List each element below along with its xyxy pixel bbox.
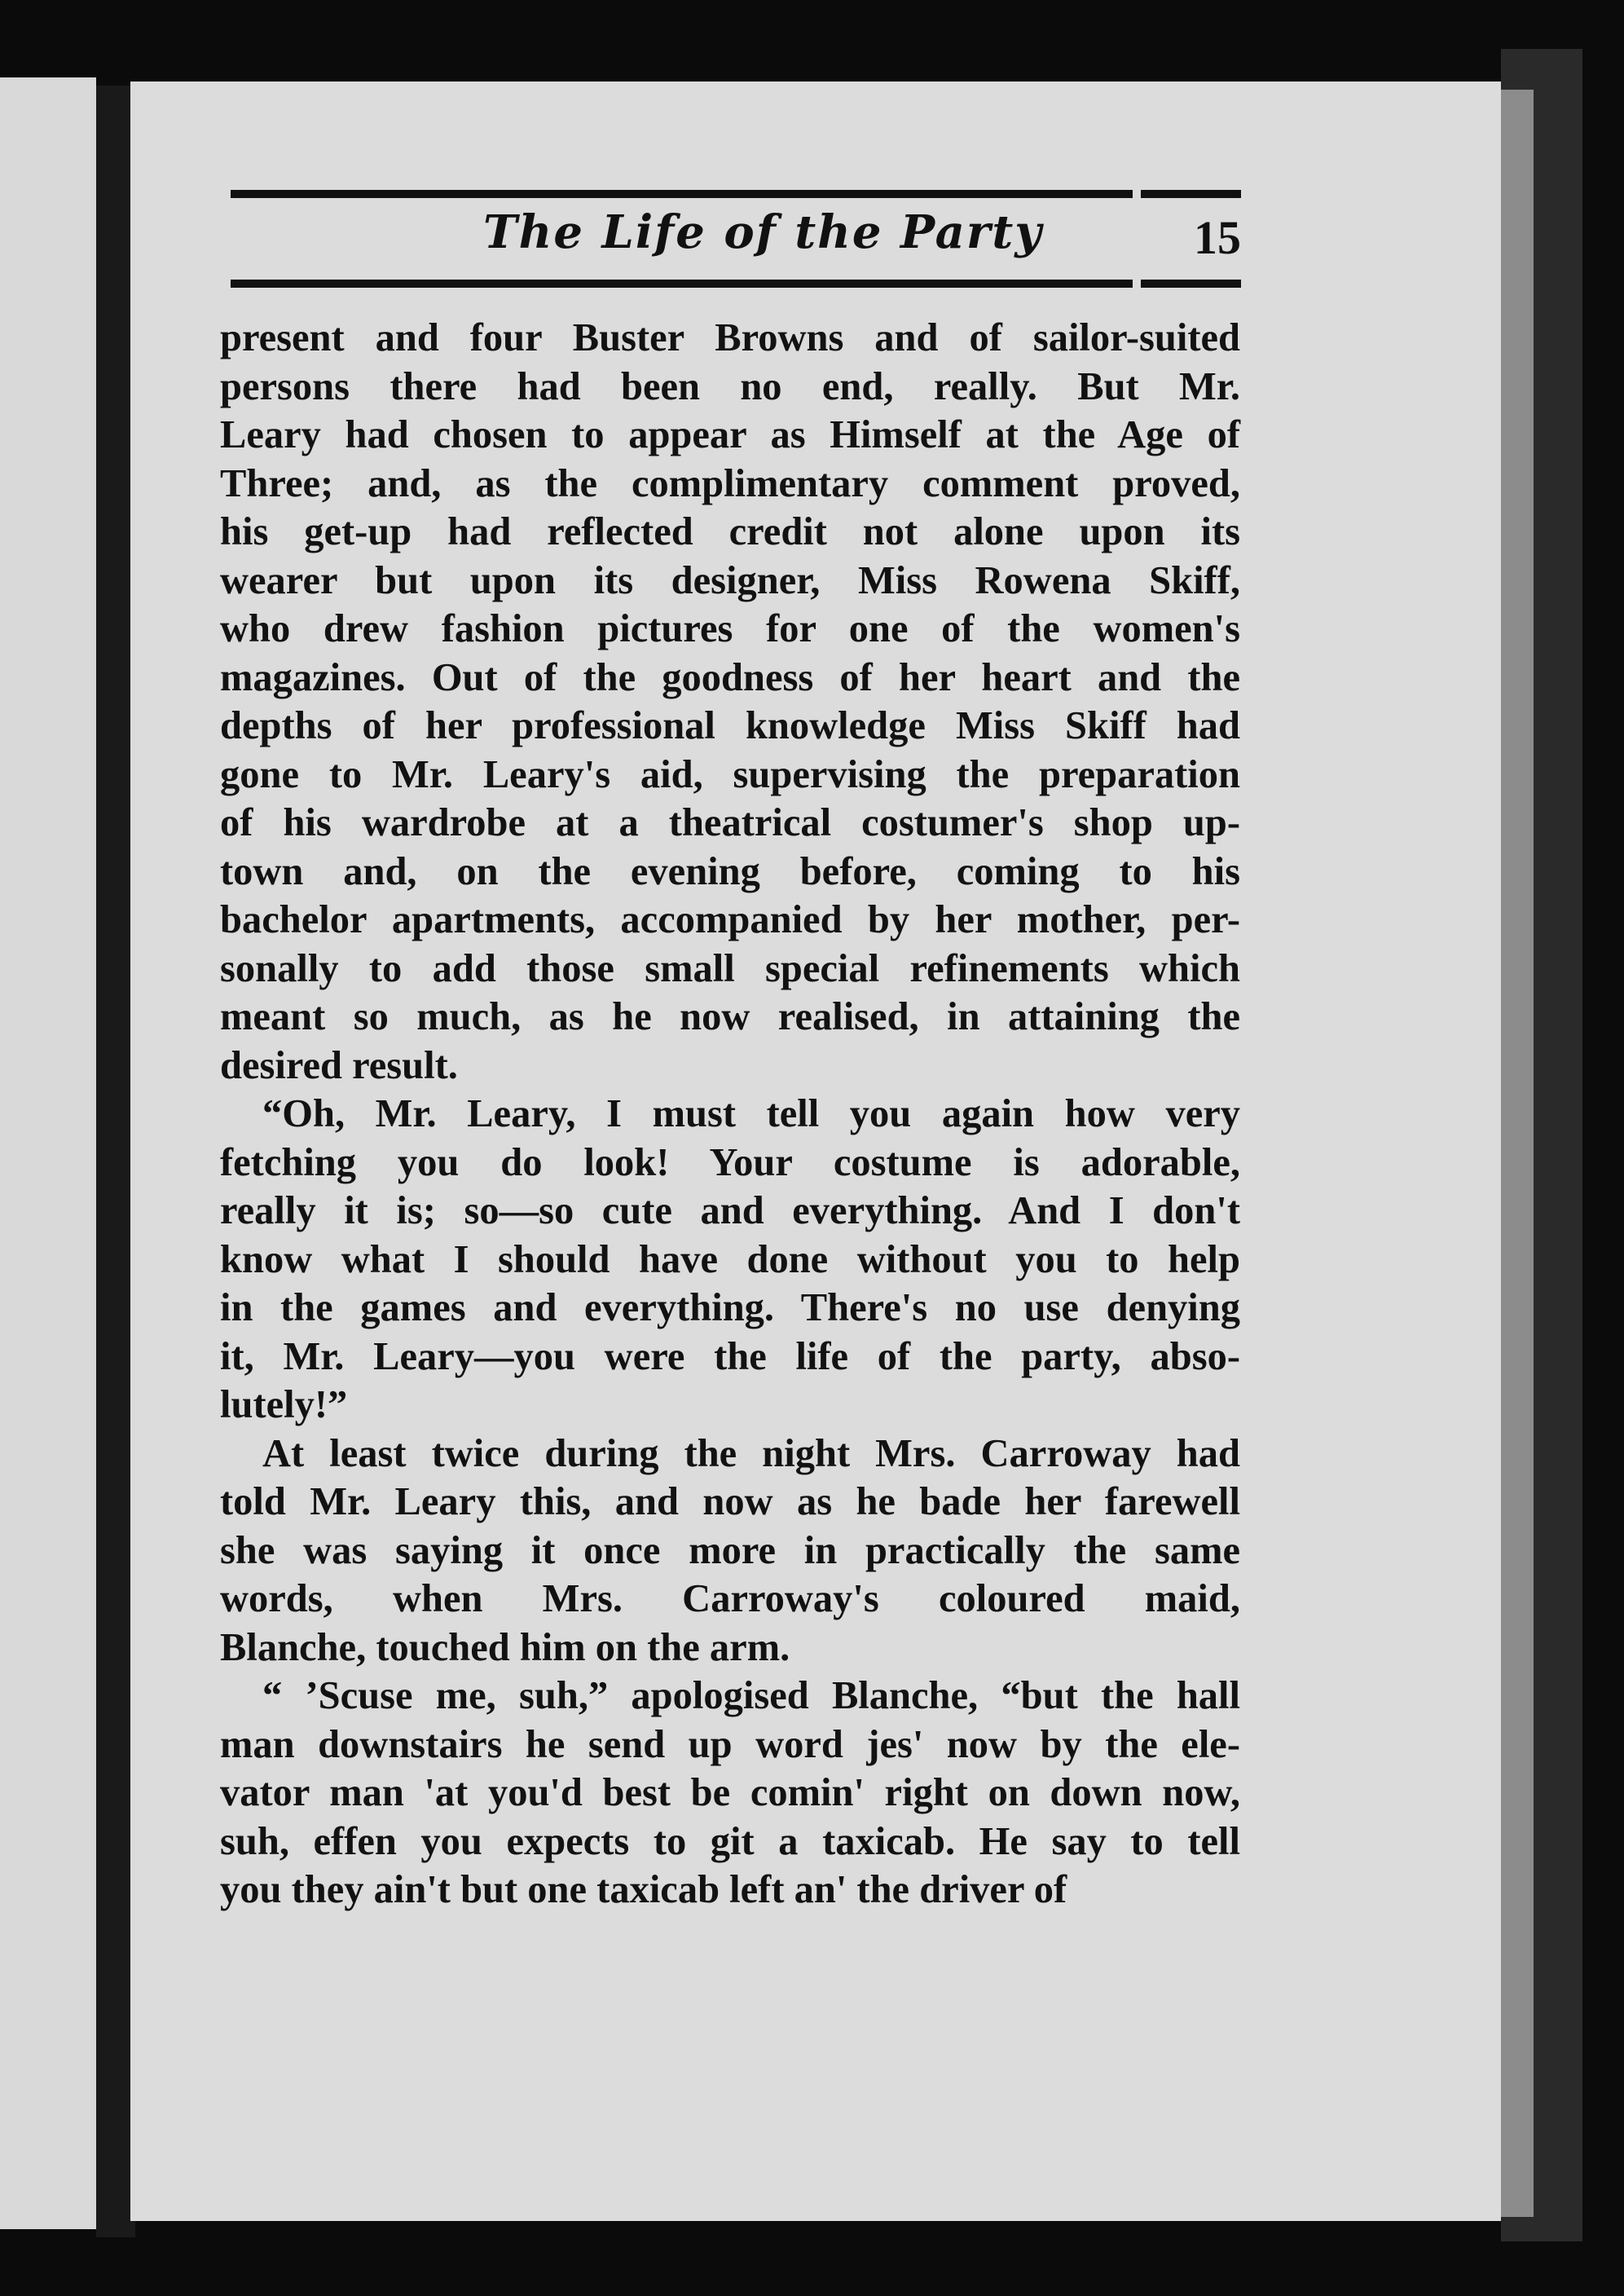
text-line: of his wardrobe at a theatrical costumer's shop up- [220,801,1240,844]
text-line: vator man 'at you'd best be comin' right on down now, [220,1771,1240,1814]
running-header [231,202,1241,275]
text-line: in the games and everything. There's no use denying [220,1286,1240,1329]
paragraph [220,314,1240,1090]
paragraph [220,1672,1240,1915]
text-line: suh, effen you expects to git a taxicab. He say to tell [220,1819,1240,1863]
text-line: magazines. Out of the goodness of her heart and the [220,655,1240,699]
text-line: who drew fashion pictures for one of the women's [220,607,1240,650]
page-stack-inner-edge [1501,90,1534,2217]
text-line: bachelor apartments, accompanied by her mother, per- [220,898,1240,941]
text-line: lutely!” [220,1383,348,1426]
text-line: present and four Buster Browns and of sailor-suited [220,316,1240,359]
text-line: gone to Mr. Leary's aid, supervising the preparation [220,752,1240,796]
text-line: his get-up had reflected credit not alone upon its [220,510,1240,553]
header-rule-top-gap [1133,190,1141,198]
text-line: meant so much, as he now realised, in attaining the [220,995,1240,1038]
text-line: really it is; so—so cute and everything. And I don't [220,1189,1240,1232]
text-line: know what I should have done without you to help [220,1237,1240,1281]
text-line: fetching you do look! Your costume is adorable, [220,1140,1240,1184]
text-line: Three; and, as the complimentary comment proved, [220,461,1240,505]
text-line: man downstairs he send up word jes' now by the ele- [220,1722,1240,1766]
text-line: she was saying it once more in practically the same [220,1528,1240,1572]
text-line: At least twice during the night Mrs. Carroway had [262,1431,1240,1475]
text-line: wearer but upon its designer, Miss Rowena Skiff, [220,558,1240,602]
text-line: Blanche, touched him on the arm. [220,1625,790,1669]
paragraph [220,1090,1240,1430]
text-line: words, when Mrs. Carroway's coloured maid, [220,1577,1240,1620]
body-text [220,314,1240,1915]
header-rule-bottom-gap [1133,280,1141,288]
text-line: desired result. [220,1043,458,1087]
text-line: “Oh, Mr. Leary, I must tell you again how very [262,1092,1240,1135]
text-line: town and, on the evening before, coming to his [220,849,1240,893]
text-line: it, Mr. Leary—you were the life of the party, abso- [220,1334,1240,1378]
header-rule-bottom [231,280,1241,288]
text-line: told Mr. Leary this, and now as he bade her farewell [220,1480,1240,1523]
text-line: Leary had chosen to appear as Himself at the Age of [220,413,1240,456]
text-line: depths of her professional knowledge Miss Skiff had [220,704,1240,747]
running-title: The Life of the Party [483,205,1043,259]
text-line: you they ain't but one taxicab left an' the driver of [220,1868,1067,1911]
paragraph [220,1430,1240,1672]
page-number: 15 [1194,211,1241,264]
spine-shadow [96,86,135,2237]
text-line: sonally to add those small special refinements which [220,946,1240,990]
header-rule-top [231,190,1241,198]
text-line: “ ’Scuse me, suh,” apologised Blanche, “but the hall [262,1674,1240,1717]
text-line: persons there had been no end, really. But Mr. [220,364,1240,408]
facing-page-edge [0,77,96,2229]
